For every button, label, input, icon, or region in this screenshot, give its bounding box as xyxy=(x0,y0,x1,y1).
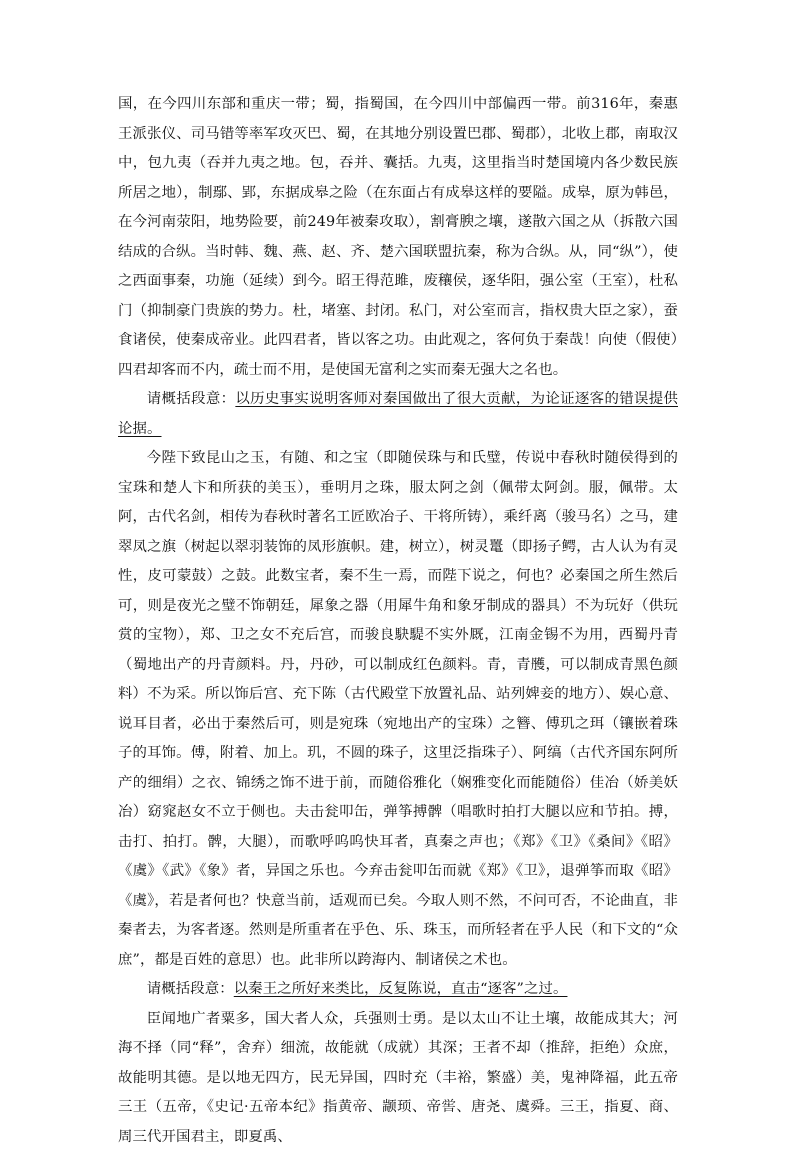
paragraph-qin-history-continued: 国，在今四川东部和重庆一带；蜀，指蜀国，在今四川中部偏西一带。前316年，秦惠王派张仪、司马错等率军攻灭巴、蜀，在其地分别设置巴郡、蜀郡），北收上郡，南取汉中，包九夷（吞并九夷之地。包，吞并、囊括。九夷，这里指当时楚国境内各少数民族所居之地），制鄢、郢，东据成皋之险（在东面占有成皋这样的要隘。成皋，原为韩邑，在今河南荥阳，地势险要，前249年被秦攻取），割膏腴之壤，遂散六国之从（拆散六国结成的合纵。当时韩、魏、燕、赵、齐、楚六国联盟抗秦，称为合纵。从，同“纵”），使之西面事秦，功施（延续）到今。昭王得范雎，废穰侯，逐华阳，强公室（王室），杜私门（抑制豪门贵族的势力。杜，堵塞、封闭。私门，对公室而言，指权贵大臣之家），蚕食诸侯，使秦成帝业。此四君者，皆以客之功。由此观之，客何负于秦哉！向使（假使）四君却客而不内，疏士而不用，是使国无富利之实而秦无强大之名也。 xyxy=(118,90,678,385)
summary-prompt: 请概括段意： xyxy=(147,391,236,407)
summary-prompt: 请概括段意： xyxy=(147,981,234,997)
paragraph-treasures-analogy: 今陛下致昆山之玉，有随、和之宝（即随侯珠与和氏璧，传说中春秋时随侯得到的宝珠和楚人卞和所获的美玉），垂明月之珠，服太阿之剑（佩带太阿剑。服，佩带。太阿，古代名剑，相传为春秋时著名工匠欧冶子、干将所铸），乘纤离（骏马名）之马，建翠凤之旗（树起以翠羽装饰的凤形旗帜。建，树立），树灵鼍（即扬子鳄，古人认为有灵性，皮可蒙鼓）之鼓。此数宝者，秦不生一焉，而陛下说之，何也？必秦国之所生然后可，则是夜光之璧不饰朝廷，犀象之器（用犀牛角和象牙制成的器具）不为玩好（供玩赏的宝物），郑、卫之女不充后宫，而骏良駃騠不实外厩，江南金锡不为用，西蜀丹青（蜀地出产的丹青颜料。丹，丹砂，可以制成红色颜料。青，青雘，可以制成青黑色颜料）不为采。所以饰后宫、充下陈（古代殿堂下放置礼品、站列婢妾的地方）、娱心意、说耳目者，必出于秦然后可，则是宛珠（宛地出产的宝珠）之簪、傅玑之珥（镶嵌着珠子的耳饰。傅，附着、加上。玑，不圆的珠子，这里泛指珠子）、阿缟（古代齐国东阿所产的细绢）之衣、锦绣之饰不进于前，而随俗雅化（娴雅变化而能随俗）佳冶（娇美妖冶）窈窕赵女不立于侧也。夫击瓮叩缶，弹筝搏髀（唱歌时拍打大腿以应和节拍。搏，击打、拍打。髀，大腿），而歌呼呜呜快耳者，真秦之声也；《郑》《卫》《桑间》《昭》《虞》《武》《象》者，异国之乐也。今弃击瓮叩缶而就《郑》《卫》，退弹筝而取《昭》《虞》，若是者何也？快意当前，适观而已矣。今取人则不然，不问可否，不论曲直，非秦者去，为客者逐。然则是所重者在乎色、乐、珠玉，而所轻者在乎人民（和下文的“众庶”，都是百姓的意思）也。此非所以跨海内、制诸侯之术也。 xyxy=(118,444,678,975)
summary-question-1 xyxy=(118,385,678,444)
paragraph-broad-land: 臣闻地广者粟多，国大者人众，兵强则士勇。是以太山不让土壤，故能成其大；河海不择（同“释”，舍弃）细流，故能就（成就）其深；王者不却（推辞，拒绝）众庶，故能明其德。是以地无四方，民无异国，四时充（丰裕，繁盛）美，鬼神降福，此五帝三王（五帝，《史记·五帝本纪》指黄帝、颛顼、帝喾、唐尧、虞舜。三王，指夏、商、周三代开国君主，即夏禹、 xyxy=(118,1005,678,1152)
document-body xyxy=(118,90,678,1152)
summary-question-2 xyxy=(118,975,678,1005)
summary-answer: 以秦王之所好来类比，反复陈说，直击“逐客”之过。 xyxy=(234,981,568,997)
summary-answer: 以历史事实说明客师对秦国做出了很大贡献，为论证逐客的错误提供论据。 xyxy=(118,391,678,437)
